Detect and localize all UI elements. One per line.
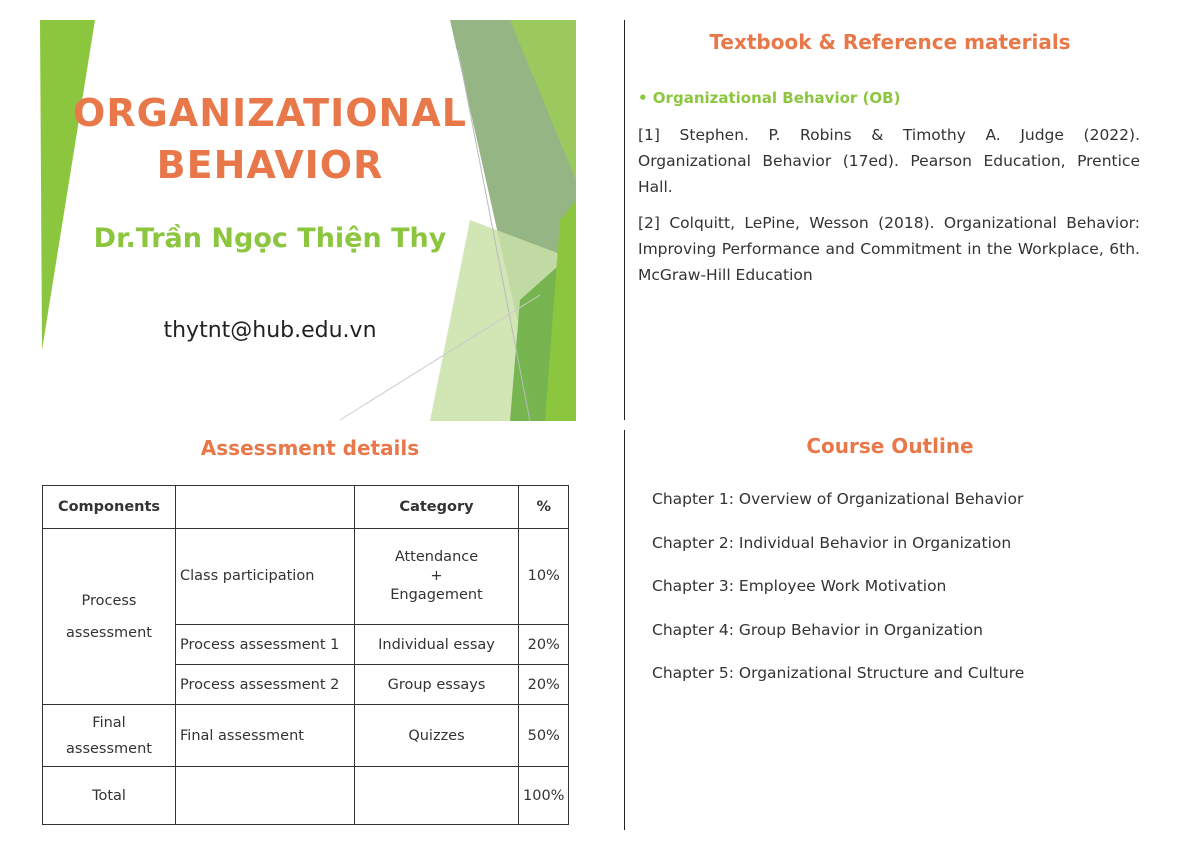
slide-decoration [40,20,576,421]
row-category [355,529,519,625]
list-item: Chapter 2: Individual Behavior in Organization [652,533,1012,552]
reference-1: [1] Stephen. P. Robins & Timothy A. Judge (2022). Organizational Behavior (17ed). Pearson Education, Prentice Hall. [638,126,1140,196]
chapter-list [652,490,1024,708]
list-item: Chapter 5: Organizational Structure and Culture [652,664,1025,682]
total-blank-1 [176,767,355,825]
slide-author: Dr.Trần Ngọc Thiện Thy [93,223,447,254]
list-item: Chapter 3: Employee Work Motivation [652,577,947,595]
total-label: Total [43,767,176,825]
row-item: Final assessment [176,705,355,767]
row-category: Quizzes [355,705,519,767]
table-header-row [43,486,569,529]
course-outline-title: Course Outline [806,434,974,458]
table-row [43,529,569,625]
list-item: Chapter 1: Overview of Organizational Behavior [652,490,1024,508]
vertical-divider-bottom [624,430,625,830]
row-percent: 50% [519,705,569,767]
row-item: Process assessment 2 [176,665,355,705]
title-slide [40,20,576,421]
slide-title-line2: BEHAVIOR [156,143,384,187]
final-label-1: Final [92,714,126,731]
slide-title-line1: ORGANIZATIONAL [73,91,467,135]
slide-email: thytnt@hub.edu.vn [163,318,377,343]
textbook-bullet: • Organizational Behavior (OB) [638,89,901,107]
header-components: Components [43,486,176,529]
category-line-2: + [430,568,443,584]
header-category: Category [355,486,519,529]
final-assessment-cell [43,705,176,767]
assessment-section-title: Assessment details [200,436,420,460]
row-percent: 20% [519,665,569,705]
total-blank-2 [355,767,519,825]
final-label-2: assessment [66,740,152,757]
header-blank [176,486,355,529]
process-label-2: assessment [66,624,152,641]
row-item: Class participation [176,529,355,625]
header-percent: % [519,486,569,529]
category-line-3: Engagement [390,587,483,603]
vertical-divider-top [624,20,625,420]
row-percent: 10% [519,529,569,625]
assessment-table [42,485,569,825]
table-total-row [43,767,569,825]
row-item: Process assessment 1 [176,625,355,665]
category-line-1: Attendance [394,549,479,565]
process-assessment-cell [43,529,176,705]
process-label-1: Process [81,592,137,609]
row-category: Individual essay [355,625,519,665]
total-percent: 100% [519,767,569,825]
textbook-section-title: Textbook & Reference materials [709,30,1071,54]
table-row [43,705,569,767]
row-category: Group essays [355,665,519,705]
row-percent: 20% [519,625,569,665]
list-item: Chapter 4: Group Behavior in Organization [652,620,983,639]
reference-2: [2] Colquitt, LePine, Wesson (2018). Organizational Behavior: Improving Performance and Commitment in the Workplace, 6th. McGraw-Hill Education [638,214,1140,284]
